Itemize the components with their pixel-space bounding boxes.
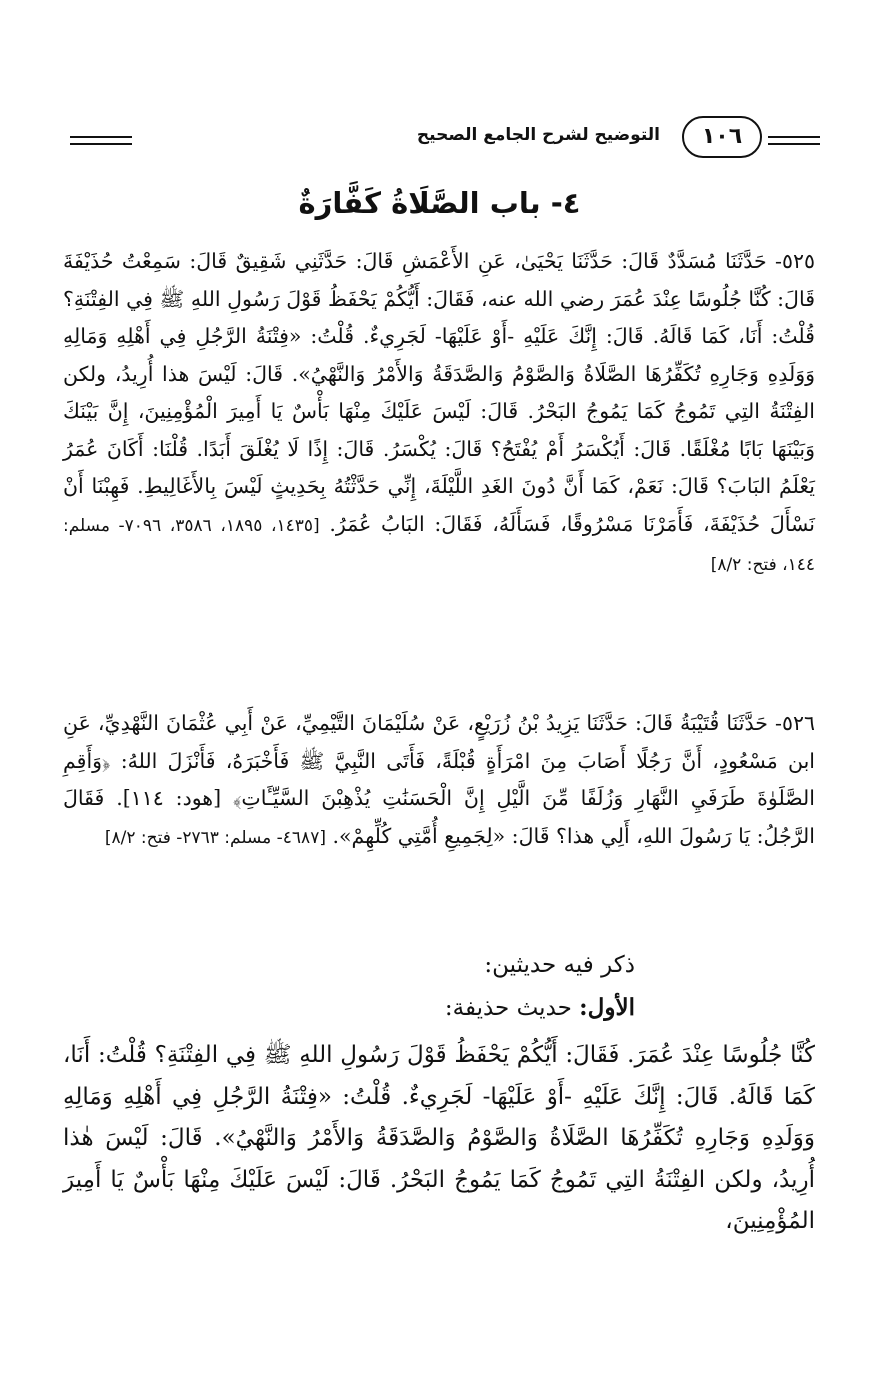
page-number: ١٠٦ [682, 116, 762, 158]
commentary-first-label: الأول: [579, 993, 635, 1021]
chapter-title: ٤- باب الصَّلَاةُ كَفَّارَةٌ [298, 186, 581, 220]
header-rule [768, 143, 820, 145]
hadith-526 [63, 705, 815, 857]
commentary-first-title: حديث حذيفة: [444, 994, 572, 1021]
hadith-text [63, 243, 815, 585]
hadith-525 [63, 243, 815, 585]
commentary-heading [63, 987, 815, 1030]
commentary [63, 945, 815, 1243]
commentary-intro: ذكر فيه حديثين: [484, 952, 635, 978]
running-header [70, 112, 820, 162]
header-rule [70, 143, 132, 145]
hadith-text [63, 705, 815, 857]
commentary-text: كُنَّا جُلُوسًا عِنْدَ عُمَرَ. فَقَالَ: أَيُّكُمْ يَحْفَظُ قَوْلَ رَسُولِ اللهِ ﷺ فِي الفِتْنَةِ؟ قُلْتُ: أَنَا، كَمَا قَالَهُ. قَالَ: إِنَّكَ عَلَيْهِ -أَوْ عَلَيْهَا- لَجَرِيءٌ. قُلْتُ: «فِتْنَةُ الرَّجُلِ فِي أَهْلِهِ وَمَالِهِ وَوَلَدِهِ وَجَارِهِ تُكَفِّرُهَا الصَّلَاةُ وَالصَّوْمُ وَالصَّدَقَةُ وَالأَمْرُ وَالنَّهْيُ». قَالَ: لَيْسَ هٰذا أُرِيدُ، ولكن الفِتْنَةُ التِي تَمُوجُ كَمَا يَمُوجُ البَحْرُ. قَالَ: لَيْسَ عَلَيْكَ مِنْهَا بَأْسٌ يَا أَمِيرَ المُؤْمِنِينَ، [63, 1042, 815, 1234]
running-title: التوضيح لشرح الجامع الصحيح [416, 125, 660, 145]
hadith-references: [٤٦٨٧- مسلم: ٢٧٦٣- فتح: ٨/٢] [104, 827, 326, 848]
hadith-references: [١٤٣٥، ١٨٩٥، ٣٥٨٦، ٧٠٩٦- مسلم: ١٤٤، فتح: ٨/٢] [63, 515, 815, 575]
header-rule [70, 136, 132, 138]
hadith-body: ٥٢٦- حَدَّثَنَا قُتَيْبَةُ قَالَ: حَدَّثَنَا يَزِيدُ بْنُ زُرَيْعٍ، عَنْ سُلَيْمَانَ التَّيْمِيِّ، عَنْ أَبِي عُثْمَانَ النَّهْدِيِّ، عَنِ ابن مَسْعُودٍ، أَنَّ رَجُلًا أَصَابَ مِنَ امْرَأَةٍ قُبْلَةً، فَأَتَى النَّبِيَّ ﷺ فَأَخْبَرَهُ، فَأَنْزَلَ اللهُ: ﴿وَأَقِمِ الصَّلَوٰةَ طَرَفَيِ النَّهَارِ وَزُلَفًا مِّنَ الَّيْلِ إِنَّ الْحَسَنَٰتِ يُذْهِبْنَ السَّيِّـَٔاتِ﴾ [هود: ١١٤]. فَقَالَ الرَّجُلُ: يَا رَسُولَ اللهِ، أَلِي هذا؟ قَالَ: «لِجَمِيعِ أُمَّتِي كُلِّهِمْ». [63, 711, 815, 848]
header-rule [768, 136, 820, 138]
hadith-body: ٥٢٥- حَدَّثَنَا مُسَدَّدٌ قَالَ: حَدَّثَنَا يَحْيَىٰ، عَنِ الأَعْمَشِ قَالَ: حَدَّثَنِي شَقِيقٌ قَالَ: سَمِعْتُ حُذَيْفَةَ قَالَ: كُنَّا جُلُوسًا عِنْدَ عُمَرَ رضي الله عنه، فَقَالَ: أَيُّكُمْ يَحْفَظُ قَوْلَ رَسُولِ اللهِ ﷺ فِي الفِتْنَةِ؟ قُلْتُ: أَنَا، كَمَا قَالَهُ. قَالَ: إِنَّكَ عَلَيْهِ -أَوْ عَلَيْهَا- لَجَرِيءٌ. قُلْتُ: «فِتْنَةُ الرَّجُلِ فِي أَهْلِهِ وَمَالِهِ وَوَلَدِهِ وَجَارِهِ تُكَفِّرُهَا الصَّلَاةُ وَالصَّوْمُ وَالصَّدَقَةُ وَالأَمْرُ وَالنَّهْيُ». قَالَ: لَيْسَ هذا أُرِيدُ، ولكن الفِتْنَةُ التِي تَمُوجُ كَمَا يَمُوجُ البَحْرُ. قَالَ: لَيْسَ عَلَيْكَ مِنْهَا بَأْسٌ يَا أَمِيرَ الْمُؤْمِنِينَ، إِنَّ بَيْنَكَ وَبَيْنَهَا بَابًا مُغْلَقًا. قَالَ: أَيُكْسَرُ أَمْ يُفْتَحُ؟ قَالَ: يُكْسَرُ. قَالَ: إِذًا لَا يُغْلَقَ أَبَدًا. قُلْنَا: أَكَانَ عُمَرُ يَعْلَمُ البَابَ؟ قَالَ: نَعَمْ، كَمَا أَنَّ دُونَ الغَدِ اللَّيْلَةَ، إِنِّي حَدَّثْتُهُ بِحَدِيثٍ لَيْسَ بِالأَغَالِيطِ. فَهِبْنَا أَنْ نَسْأَلَ حُذَيْفَةَ، فَأَمَرْنَا مَسْرُوقًا، فَسَأَلَهُ، فَقَالَ: البَابُ عُمَرُ. [63, 249, 815, 536]
